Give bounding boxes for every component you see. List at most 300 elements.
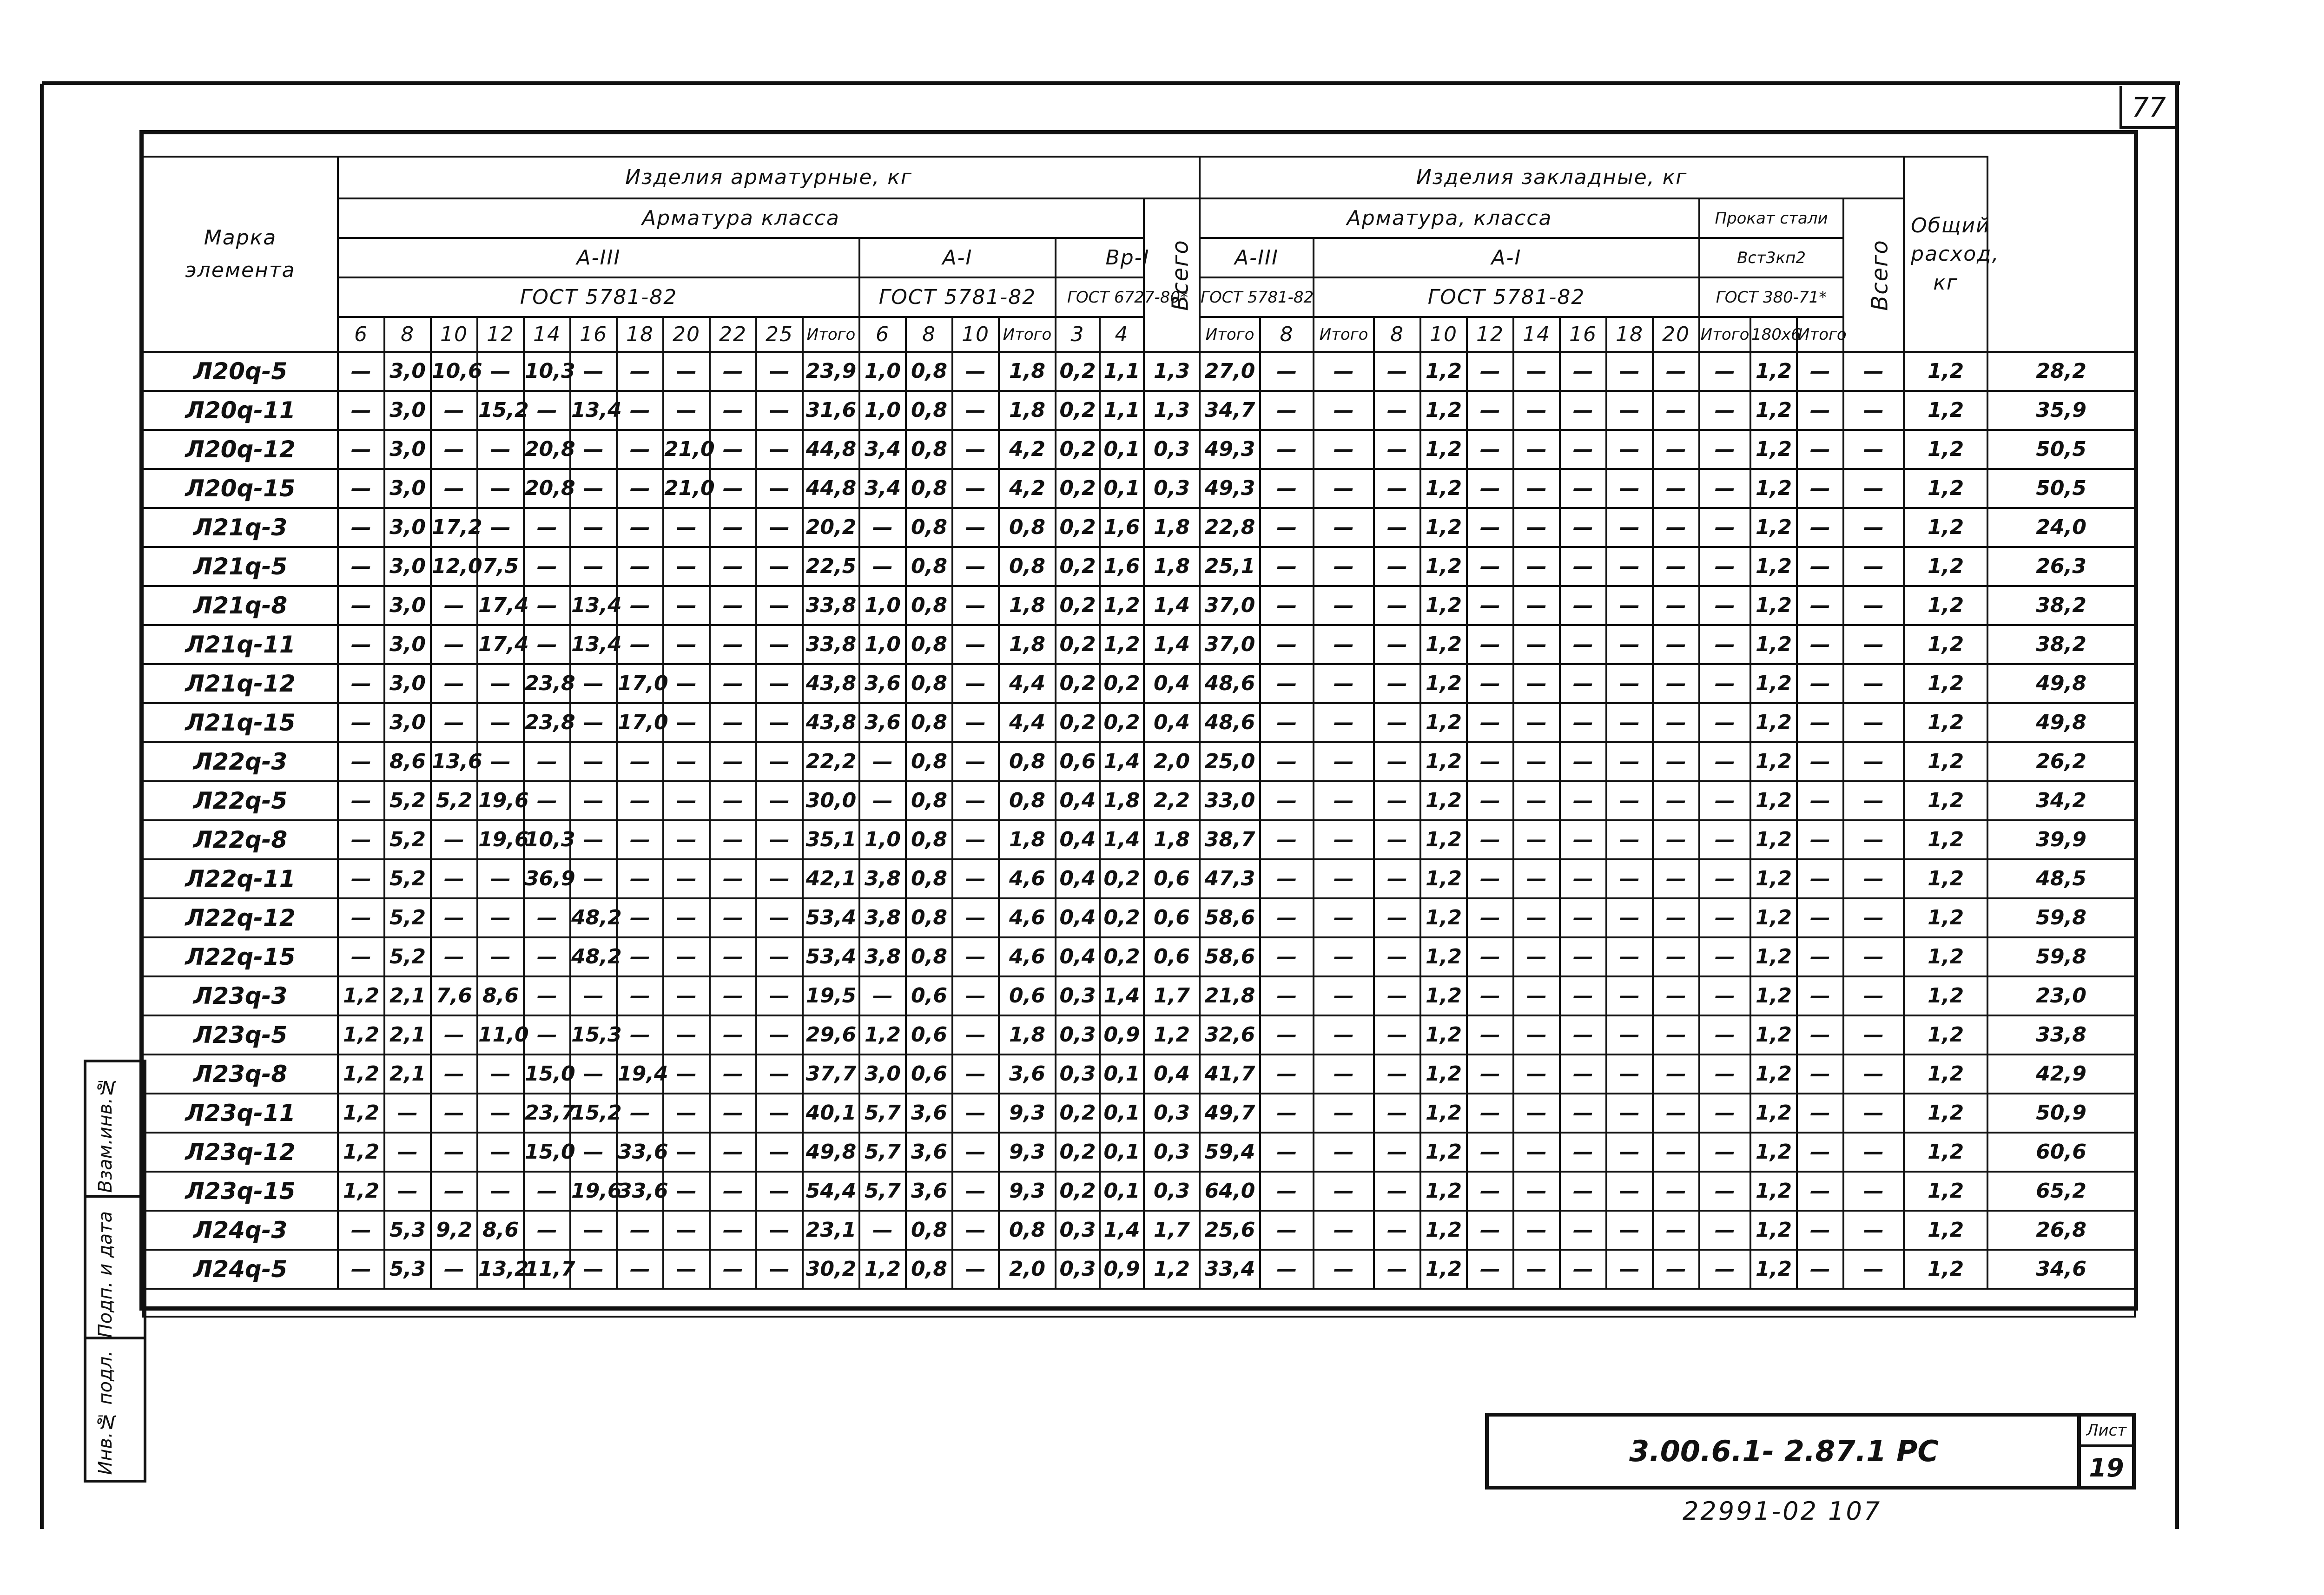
- table-cell: 44,8: [803, 430, 859, 469]
- table-cell: —: [1797, 820, 1843, 859]
- armature-class-embedded-header: Арматура, класса: [1200, 198, 1699, 238]
- table-cell: —: [338, 859, 384, 898]
- table-cell: —: [1260, 937, 1314, 976]
- table-cell: —: [756, 742, 803, 781]
- table-cell: 0,2: [1056, 469, 1100, 508]
- table-cell: 1,8: [1144, 547, 1200, 586]
- table-cell: —: [1699, 703, 1750, 742]
- table-cell: 0,8: [906, 352, 952, 391]
- table-cell: 3,0: [859, 1055, 906, 1094]
- table-cell: —: [756, 1172, 803, 1211]
- table-cell: 0,3: [1056, 1055, 1100, 1094]
- table-cell: —: [1606, 391, 1653, 430]
- table-cell: 1,2: [1750, 352, 1797, 391]
- table-cell: —: [756, 1250, 803, 1289]
- table-cell: —: [431, 859, 477, 898]
- table-cell: 1,8: [999, 625, 1056, 664]
- table-cell: 1,2: [1750, 1015, 1797, 1055]
- table-row: [143, 1211, 2135, 1250]
- table-cell: —: [431, 625, 477, 664]
- table-cell: 58,6: [1200, 937, 1260, 976]
- table-cell: 2,1: [384, 976, 431, 1015]
- table-cell: 2,0: [1144, 742, 1200, 781]
- table-cell: 1,2: [1904, 781, 1987, 820]
- table-cell: 4,6: [999, 859, 1056, 898]
- table-cell: 36,9: [524, 859, 570, 898]
- grand-total-header: Общий расход, кг: [1904, 157, 1987, 352]
- table-cell: —: [1467, 781, 1513, 820]
- table-cell: 23,0: [1987, 976, 2135, 1015]
- table-cell: —: [431, 1172, 477, 1211]
- table-cell: —: [524, 1172, 570, 1211]
- table-cell: —: [710, 391, 756, 430]
- table-cell: 1,2: [1420, 547, 1467, 586]
- table-cell: 0,2: [1100, 859, 1144, 898]
- table-cell: 29,6: [803, 1015, 859, 1055]
- table-cell: —: [1797, 976, 1843, 1015]
- table-cell: —: [1513, 820, 1560, 859]
- table-cell: —: [1374, 898, 1420, 937]
- table-cell: —: [952, 1172, 999, 1211]
- table-cell: —: [617, 742, 663, 781]
- table-cell: —: [1513, 508, 1560, 547]
- table-cell: 1,4: [1144, 586, 1200, 625]
- table-cell: —: [1314, 430, 1374, 469]
- steel-grade-header: Вст3кп2: [1699, 238, 1843, 277]
- table-cell: 26,8: [1987, 1211, 2135, 1250]
- table-cell: —: [1606, 859, 1653, 898]
- table-cell: 0,4: [1056, 898, 1100, 937]
- table-cell: —: [663, 586, 710, 625]
- table-cell: 0,8: [906, 508, 952, 547]
- table-cell: 1,2: [1750, 664, 1797, 703]
- table-cell: 0,8: [999, 781, 1056, 820]
- table-cell: —: [477, 1133, 524, 1172]
- table-cell: 1,2: [1904, 937, 1987, 976]
- table-cell: 0,1: [1100, 1055, 1144, 1094]
- table-cell: 1,2: [1100, 625, 1144, 664]
- table-cell: —: [1699, 1015, 1750, 1055]
- table-cell: —: [1653, 664, 1699, 703]
- table-cell: 1,2: [1904, 664, 1987, 703]
- table-cell: —: [617, 547, 663, 586]
- archive-number: 22991-02 107: [1683, 1496, 1882, 1526]
- table-cell: 0,3: [1144, 469, 1200, 508]
- table-cell: 23,7: [524, 1094, 570, 1133]
- table-cell: —: [1797, 586, 1843, 625]
- table-cell: 1,2: [1750, 1133, 1797, 1172]
- emb-diameter-a1-header: 20: [1653, 317, 1699, 352]
- table-cell: 7,6: [431, 976, 477, 1015]
- table-cell: —: [477, 430, 524, 469]
- table-cell: —: [952, 508, 999, 547]
- table-cell: 3,6: [906, 1094, 952, 1133]
- element-mark: Л23q-12: [143, 1133, 338, 1172]
- table-cell: 1,2: [1420, 1133, 1467, 1172]
- table-cell: —: [1797, 1055, 1843, 1094]
- table-cell: 0,6: [1144, 859, 1200, 898]
- table-cell: 1,2: [1750, 1211, 1797, 1250]
- table-cell: —: [1606, 469, 1653, 508]
- table-cell: —: [1260, 1094, 1314, 1133]
- table-cell: 26,3: [1987, 547, 2135, 586]
- table-cell: 1,2: [859, 1250, 906, 1289]
- table-cell: —: [1653, 1094, 1699, 1133]
- table-cell: 15,0: [524, 1133, 570, 1172]
- table-cell: 1,4: [1100, 976, 1144, 1015]
- table-cell: —: [710, 742, 756, 781]
- table-cell: —: [1797, 1211, 1843, 1250]
- table-cell: —: [1513, 859, 1560, 898]
- table-cell: —: [1314, 1172, 1374, 1211]
- table-cell: —: [1606, 976, 1653, 1015]
- table-cell: 44,8: [803, 469, 859, 508]
- table-cell: —: [1699, 1172, 1750, 1211]
- table-cell: 1,2: [1904, 1015, 1987, 1055]
- table-cell: —: [1653, 1172, 1699, 1211]
- table-cell: —: [338, 625, 384, 664]
- table-cell: —: [952, 1211, 999, 1250]
- table-cell: —: [1653, 1055, 1699, 1094]
- table-cell: 3,0: [384, 469, 431, 508]
- table-cell: —: [1843, 352, 1904, 391]
- table-cell: —: [617, 937, 663, 976]
- table-cell: 40,1: [803, 1094, 859, 1133]
- diameter-a3-header: 8: [384, 317, 431, 352]
- table-cell: —: [1374, 430, 1420, 469]
- table-cell: 1,8: [999, 820, 1056, 859]
- table-cell: 1,2: [1420, 352, 1467, 391]
- table-cell: —: [710, 859, 756, 898]
- table-cell: —: [1314, 859, 1374, 898]
- table-cell: 0,8: [999, 1211, 1056, 1250]
- table-cell: —: [1374, 742, 1420, 781]
- table-cell: —: [431, 937, 477, 976]
- table-cell: 5,2: [431, 781, 477, 820]
- empty-row: [143, 1289, 2135, 1317]
- table-cell: 1,2: [1904, 430, 1987, 469]
- table-cell: —: [524, 937, 570, 976]
- table-cell: —: [859, 1211, 906, 1250]
- table-cell: 0,9: [1100, 1015, 1144, 1055]
- armature-class-header: Арматура класса: [338, 198, 1144, 238]
- table-cell: 3,0: [384, 547, 431, 586]
- table-cell: —: [1606, 1055, 1653, 1094]
- table-cell: 0,8: [906, 664, 952, 703]
- table-cell: 49,8: [1987, 703, 2135, 742]
- table-cell: —: [1260, 1250, 1314, 1289]
- table-cell: —: [1467, 1015, 1513, 1055]
- table-cell: —: [710, 1250, 756, 1289]
- table-cell: —: [384, 1133, 431, 1172]
- table-cell: —: [756, 898, 803, 937]
- table-cell: —: [570, 664, 617, 703]
- table-cell: —: [1560, 469, 1606, 508]
- table-cell: —: [1699, 469, 1750, 508]
- class-bp1-header: Вр-I: [1056, 238, 1200, 277]
- table-cell: —: [1797, 1172, 1843, 1211]
- gost-380-header: ГОСТ 380-71*: [1699, 277, 1843, 317]
- table-cell: —: [1260, 703, 1314, 742]
- table-cell: —: [477, 1172, 524, 1211]
- table-cell: 10,3: [524, 352, 570, 391]
- table-cell: 1,2: [1904, 352, 1987, 391]
- table-cell: —: [952, 1094, 999, 1133]
- table-cell: 0,3: [1144, 430, 1200, 469]
- table-cell: 48,5: [1987, 859, 2135, 898]
- table-cell: 35,9: [1987, 391, 2135, 430]
- table-cell: 2,1: [384, 1055, 431, 1094]
- table-cell: 5,2: [384, 781, 431, 820]
- table-cell: 0,1: [1100, 1133, 1144, 1172]
- table-cell: —: [1843, 1172, 1904, 1211]
- table-cell: —: [952, 1055, 999, 1094]
- table-cell: 1,2: [1904, 1094, 1987, 1133]
- table-cell: —: [1843, 976, 1904, 1015]
- table-cell: 1,2: [1750, 742, 1797, 781]
- table-cell: 53,4: [803, 937, 859, 976]
- table-cell: —: [710, 1015, 756, 1055]
- table-cell: 2,2: [1144, 781, 1200, 820]
- element-mark: Л24q-5: [143, 1250, 338, 1289]
- table-cell: 50,5: [1987, 469, 2135, 508]
- table-cell: —: [1260, 781, 1314, 820]
- table-cell: 33,8: [803, 625, 859, 664]
- side-label-sign-date: Подп. и дата: [95, 1211, 116, 1338]
- table-cell: 1,2: [1750, 976, 1797, 1015]
- table-cell: 0,6: [999, 976, 1056, 1015]
- table-cell: —: [710, 625, 756, 664]
- table-cell: 1,2: [1750, 508, 1797, 547]
- table-cell: —: [1699, 1133, 1750, 1172]
- mark-header: Марка элемента: [143, 157, 338, 352]
- table-cell: —: [1374, 1211, 1420, 1250]
- table-cell: 50,5: [1987, 430, 2135, 469]
- table-cell: —: [663, 1172, 710, 1211]
- table-cell: 0,2: [1056, 664, 1100, 703]
- table-cell: 0,2: [1056, 352, 1100, 391]
- emb-gost-a1-header: ГОСТ 5781-82: [1314, 277, 1699, 317]
- table-cell: 42,9: [1987, 1055, 2135, 1094]
- table-cell: —: [477, 742, 524, 781]
- table-row: [143, 1055, 2135, 1094]
- table-cell: 10,6: [431, 352, 477, 391]
- table-cell: —: [1374, 1015, 1420, 1055]
- table-cell: —: [859, 742, 906, 781]
- specification-table: [142, 156, 2136, 1318]
- table-cell: —: [1653, 820, 1699, 859]
- table-cell: 0,8: [906, 781, 952, 820]
- table-cell: —: [663, 1211, 710, 1250]
- table-cell: 1,0: [859, 820, 906, 859]
- table-cell: —: [431, 391, 477, 430]
- table-cell: —: [1467, 742, 1513, 781]
- table-cell: —: [1467, 1133, 1513, 1172]
- table-cell: —: [1374, 664, 1420, 703]
- table-cell: —: [617, 586, 663, 625]
- table-cell: 53,4: [803, 898, 859, 937]
- table-cell: —: [431, 703, 477, 742]
- table-cell: —: [1797, 430, 1843, 469]
- table-cell: 3,0: [384, 352, 431, 391]
- table-cell: —: [617, 625, 663, 664]
- table-cell: —: [756, 547, 803, 586]
- table-row: [143, 859, 2135, 898]
- table-cell: —: [1374, 781, 1420, 820]
- table-cell: —: [338, 742, 384, 781]
- table-cell: —: [710, 898, 756, 937]
- table-cell: —: [1797, 664, 1843, 703]
- table-cell: 0,8: [906, 469, 952, 508]
- table-cell: —: [477, 664, 524, 703]
- table-cell: —: [1653, 781, 1699, 820]
- table-cell: 34,2: [1987, 781, 2135, 820]
- table-cell: —: [431, 586, 477, 625]
- table-cell: —: [617, 469, 663, 508]
- emb-diameter-a1-header: 16: [1560, 317, 1606, 352]
- table-cell: —: [1699, 430, 1750, 469]
- table-cell: 3,8: [859, 859, 906, 898]
- table-cell: —: [1374, 1055, 1420, 1094]
- table-row: [143, 1172, 2135, 1211]
- table-cell: 1,8: [1144, 508, 1200, 547]
- table-cell: 3,0: [384, 430, 431, 469]
- table-cell: 27,0: [1200, 352, 1260, 391]
- table-cell: —: [1467, 898, 1513, 937]
- table-cell: 23,8: [524, 664, 570, 703]
- table-cell: 7,5: [477, 547, 524, 586]
- table-cell: —: [1653, 469, 1699, 508]
- table-cell: —: [710, 1211, 756, 1250]
- table-cell: —: [1653, 430, 1699, 469]
- table-cell: 1,2: [1750, 586, 1797, 625]
- table-cell: —: [1560, 430, 1606, 469]
- table-cell: —: [1653, 391, 1699, 430]
- table-cell: 22,8: [1200, 508, 1260, 547]
- table-cell: —: [570, 1133, 617, 1172]
- table-cell: —: [1513, 586, 1560, 625]
- table-cell: —: [952, 586, 999, 625]
- table-cell: —: [952, 1250, 999, 1289]
- class-a3-header: А-III: [338, 238, 859, 277]
- table-cell: 19,6: [477, 820, 524, 859]
- table-cell: —: [477, 703, 524, 742]
- table-cell: 59,8: [1987, 898, 2135, 937]
- element-mark: Л21q-5: [143, 547, 338, 586]
- table-cell: —: [663, 547, 710, 586]
- diameter-bp1-header: 3: [1056, 317, 1100, 352]
- table-cell: 3,6: [999, 1055, 1056, 1094]
- table-row: [143, 352, 2135, 391]
- table-cell: —: [1260, 547, 1314, 586]
- table-cell: —: [431, 1055, 477, 1094]
- sheet-number: 19: [2089, 1453, 2124, 1483]
- table-cell: —: [663, 742, 710, 781]
- diameter-a1-header: 10: [952, 317, 999, 352]
- table-cell: 60,6: [1987, 1133, 2135, 1172]
- table-cell: 1,2: [1904, 1133, 1987, 1172]
- table-row: [143, 547, 2135, 586]
- table-cell: —: [1374, 469, 1420, 508]
- table-cell: —: [1699, 898, 1750, 937]
- table-cell: 1,2: [1750, 625, 1797, 664]
- table-cell: —: [663, 1094, 710, 1133]
- table-cell: 33,8: [1987, 1015, 2135, 1055]
- table-cell: —: [1797, 1133, 1843, 1172]
- table-cell: 5,3: [384, 1250, 431, 1289]
- table-cell: —: [1843, 430, 1904, 469]
- table-cell: 15,3: [570, 1015, 617, 1055]
- emb-diameter-a3-header: 8: [1260, 317, 1314, 352]
- table-cell: 33,8: [803, 586, 859, 625]
- table-cell: 1,2: [1750, 1172, 1797, 1211]
- table-cell: 1,2: [1904, 1250, 1987, 1289]
- table-cell: —: [1260, 898, 1314, 937]
- table-cell: —: [1653, 547, 1699, 586]
- table-cell: 9,2: [431, 1211, 477, 1250]
- table-cell: —: [710, 508, 756, 547]
- table-cell: —: [570, 1211, 617, 1250]
- table-cell: —: [1797, 547, 1843, 586]
- table-cell: 21,0: [663, 469, 710, 508]
- table-row: [143, 508, 2135, 547]
- table-cell: —: [1513, 1172, 1560, 1211]
- table-cell: 17,4: [477, 586, 524, 625]
- table-row: [143, 625, 2135, 664]
- table-cell: 1,4: [1144, 625, 1200, 664]
- table-cell: —: [1467, 664, 1513, 703]
- table-cell: 1,8: [1144, 820, 1200, 859]
- table-cell: —: [1513, 664, 1560, 703]
- table-cell: —: [952, 859, 999, 898]
- table-cell: —: [952, 1015, 999, 1055]
- table-cell: 0,8: [906, 1250, 952, 1289]
- table-cell: —: [1699, 1250, 1750, 1289]
- table-cell: 1,2: [1420, 508, 1467, 547]
- diameter-a3-header: 6: [338, 317, 384, 352]
- table-cell: 1,2: [1420, 937, 1467, 976]
- table-cell: —: [1843, 1094, 1904, 1133]
- table-cell: 1,2: [1750, 1250, 1797, 1289]
- table-row: [143, 1015, 2135, 1055]
- table-cell: 23,8: [524, 703, 570, 742]
- table-cell: 12,0: [431, 547, 477, 586]
- table-cell: 1,2: [1904, 391, 1987, 430]
- table-cell: 1,2: [1420, 625, 1467, 664]
- table-cell: —: [952, 898, 999, 937]
- table-cell: 1,2: [1420, 703, 1467, 742]
- table-cell: —: [617, 820, 663, 859]
- table-cell: 1,3: [1144, 352, 1200, 391]
- table-cell: 34,6: [1987, 1250, 2135, 1289]
- table-cell: 0,8: [906, 742, 952, 781]
- table-cell: —: [756, 1211, 803, 1250]
- table-cell: —: [1797, 391, 1843, 430]
- table-cell: 25,6: [1200, 1211, 1260, 1250]
- table-cell: 1,2: [1750, 391, 1797, 430]
- table-cell: —: [1374, 625, 1420, 664]
- element-mark: Л23q-5: [143, 1015, 338, 1055]
- table-cell: —: [1260, 586, 1314, 625]
- table-cell: —: [617, 781, 663, 820]
- emb-subtotal-a3-header: Итого: [1314, 317, 1374, 352]
- table-cell: —: [1797, 781, 1843, 820]
- table-cell: 1,2: [1100, 586, 1144, 625]
- table-cell: 1,2: [1750, 820, 1797, 859]
- table-cell: —: [338, 469, 384, 508]
- table-cell: —: [756, 1015, 803, 1055]
- table-cell: 3,4: [859, 469, 906, 508]
